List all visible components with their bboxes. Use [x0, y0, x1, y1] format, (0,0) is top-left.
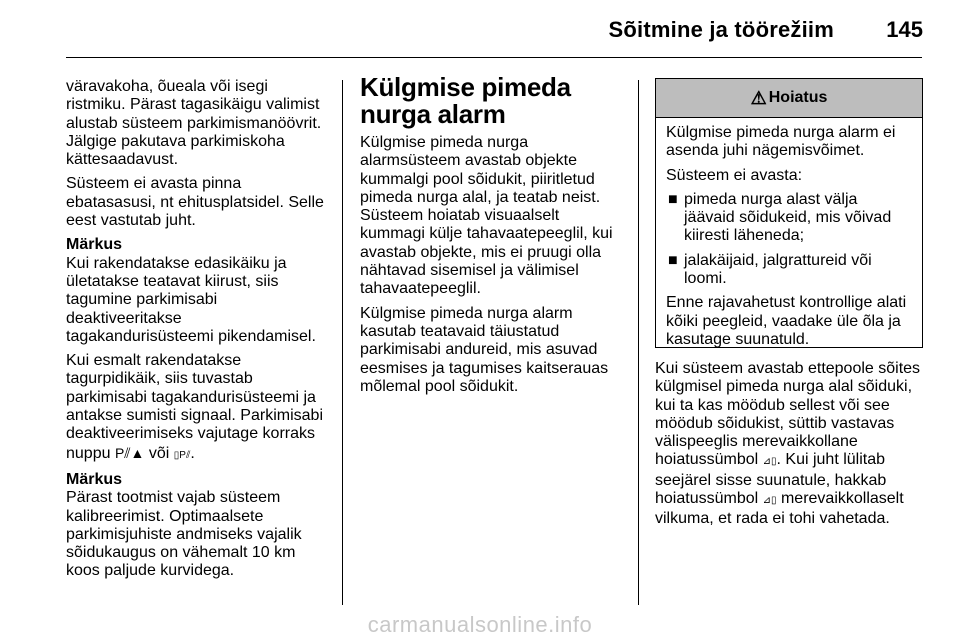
bullet-icon: ■ — [668, 190, 678, 208]
column-2 — [360, 74, 620, 402]
warning-text: Külgmise pimeda nurga alarm ei asenda juhi nägemisvõimet. — [666, 124, 896, 160]
header-rule — [66, 57, 922, 58]
note-label: Märkus — [66, 470, 123, 488]
warning-header — [656, 79, 922, 118]
paragraph: Külgmise pimeda nurga alarmsüsteem avastab objekte kummalgi pool sõidukit, piiritletud pimeda nurga alal, ja teatab neist. Süsteem hoiatab visuaalselt kummagi külje tahavaatepeeglil, kui avastab objekte, mis ei pruugi olla nähtavad sisemisel ja välimisel tahavaatepeeglil. — [360, 134, 613, 298]
warning-triangle-icon: ⚠ — [750, 87, 767, 108]
paragraph: väravakoha, õueala või isegi ristmiku. Pärast tagasikäigu valimist alustab süsteem parkimismanöövrit. Jälgige pakutava parkimiskoha kättesaadavust. — [66, 78, 322, 169]
park-assist-alt-button-icon: ▯P⫽ — [173, 449, 191, 461]
warning-box — [655, 78, 923, 348]
watermark: carmanualsonline.info — [367, 612, 593, 637]
warning-list — [666, 191, 912, 288]
note-text: Pärast tootmist vajab süsteem kalibreerimist. Optimaalsete parkimisjuhiste andmiseks vajalik sõidukaugus on vähemalt 10 km koos paljude kurvidega. — [66, 489, 302, 580]
section-heading: Külgmise pimeda nurga alarm — [360, 72, 571, 129]
page-header — [0, 0, 960, 56]
column-divider-1 — [342, 80, 343, 605]
paragraph: Kui süsteem avastab ettepoole sõites külgmisel pimeda nurga alal sõiduki, kui ta kas möödub sellest või see möödub sõidukist, süttib vastavas välispeeglis merevaikkollane hoiatussümbol ⊿▯. Kui juht lülitab seejärel sisse suunatule, hakkab hoiatussümbol ⊿▯ merevaikkollaselt vilkuma, et rada ei tohi vahetada. — [655, 360, 921, 528]
bullet-icon: ■ — [668, 251, 678, 269]
paragraph: Süsteem ei avasta pinna ebatasasusi, nt ehitusplatsidel. Selle eest vastutab juht. — [66, 175, 324, 230]
column-3-text — [655, 360, 923, 535]
park-assist-button-icon: P⫽▲ — [114, 444, 145, 461]
list-item: ■ pimeda nurga alast välja jäävaid sõidukeid, mis võivad kiiresti läheneda; — [668, 190, 892, 245]
paragraph: Külgmise pimeda nurga alarm kasutab teatavaid täiustatud parkimisabi andureid, mis asuvad eesmises ja tagumises kaitserauas mõlemal pool sõidukit. — [360, 304, 609, 395]
note-label: Märkus — [66, 236, 123, 254]
page-number: 145 — [886, 17, 923, 42]
paragraph: Kui esmalt rakendatakse tagurpidikäik, siis tuvastab parkimisabi tagakandurisüsteemi ja antakse sumisti signaal. Parkimisabi deaktiveerimiseks vajutage korraks nuppu P⫽▲ või ▯P⫽. — [66, 352, 323, 462]
note-text: Kui rakendatakse edasikäiku ja ületatakse teatavat kiirust, siis tagumine parkimisabi deaktiveeritakse tagakandurisüsteemi pikendamisel. — [66, 254, 316, 345]
warning-text: Süsteem ei avasta: — [666, 166, 803, 184]
column-1 — [66, 78, 328, 587]
column-divider-2 — [638, 80, 639, 605]
warning-title: Hoiatus — [768, 89, 828, 106]
list-item: ■ jalakäijaid, jalgrattureid või loomi. — [668, 251, 872, 288]
blind-spot-warning-icon: ⊿▯ — [762, 456, 777, 468]
warning-body — [656, 118, 922, 349]
blind-spot-warning-icon: ⊿▯ — [762, 495, 777, 507]
section-title: Sõitmine ja töörežiim — [608, 17, 834, 42]
warning-text: Enne rajavahetust kontrollige alati kõiki peegleid, vaadake üle õla ja kasutage suunatuld. — [666, 294, 907, 348]
